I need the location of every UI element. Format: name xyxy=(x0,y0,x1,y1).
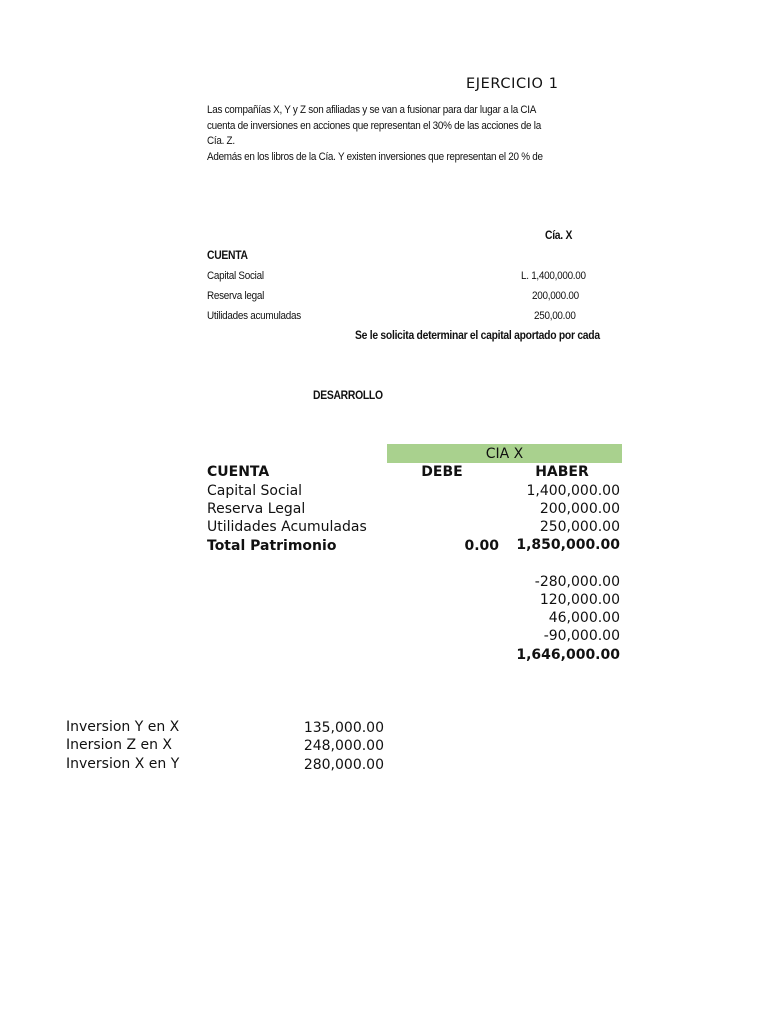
total-credit: 1,850,000.00 xyxy=(516,537,620,553)
intro-line: Cía. Z. xyxy=(207,135,235,147)
request-text: Se le solicita determinar el capital aportado por cada xyxy=(355,330,600,342)
ledger-row-label: Capital Social xyxy=(207,483,303,499)
total-debit: 0.00 xyxy=(464,538,499,554)
development-heading: DESARROLLO xyxy=(313,390,383,402)
data-row-value: 250,00.00 xyxy=(534,310,576,322)
account-header: CUENTA xyxy=(207,250,248,262)
data-row-label: Utilidades acumuladas xyxy=(207,310,301,322)
ledger-row-label: Reserva Legal xyxy=(207,501,306,517)
page-title: EJERCICIO 1 xyxy=(466,76,559,92)
adjustment-value: 120,000.00 xyxy=(539,592,620,608)
ledger-row-credit: 200,000.00 xyxy=(539,501,620,517)
col-header-credit: HABER xyxy=(535,464,589,480)
ledger-row-credit: 250,000.00 xyxy=(539,519,620,535)
company-band-label: CIA X xyxy=(485,446,524,462)
data-row-value: L. 1,400,000.00 xyxy=(521,270,586,282)
investment-value: 135,000.00 xyxy=(303,720,384,736)
intro-line: Además en los libros de la Cía. Y existen inversiones que representan el 20 % de xyxy=(207,151,543,163)
ledger-row-label: Utilidades Acumuladas xyxy=(207,519,367,535)
col-header-account: CUENTA xyxy=(207,464,270,480)
investment-label: Inersion Z en X xyxy=(66,737,173,753)
adjustment-value: -280,000.00 xyxy=(534,574,620,590)
total-label: Total Patrimonio xyxy=(207,538,337,554)
investment-value: 248,000.00 xyxy=(303,738,384,754)
investment-value: 280,000.00 xyxy=(303,757,384,773)
data-row-value: 200,000.00 xyxy=(532,290,579,302)
investment-label: Inversion Y en X xyxy=(66,719,180,735)
company-header: Cía. X xyxy=(545,230,573,242)
data-row-label: Reserva legal xyxy=(207,290,265,302)
col-header-debit: DEBE xyxy=(421,464,463,480)
investment-label: Inversion X en Y xyxy=(66,756,180,772)
intro-line: cuenta de inversiones en acciones que representan el 30% de las acciones de la xyxy=(207,120,541,132)
adjustment-value: 46,000.00 xyxy=(548,610,620,626)
adjustment-value: -90,000.00 xyxy=(543,628,620,644)
data-row-label: Capital Social xyxy=(207,270,264,282)
intro-line: Las compañías X, Y y Z son afiliadas y se van a fusionar para dar lugar a la CIA xyxy=(207,104,537,116)
ledger-row-credit: 1,400,000.00 xyxy=(526,483,620,499)
final-total: 1,646,000.00 xyxy=(516,647,620,663)
